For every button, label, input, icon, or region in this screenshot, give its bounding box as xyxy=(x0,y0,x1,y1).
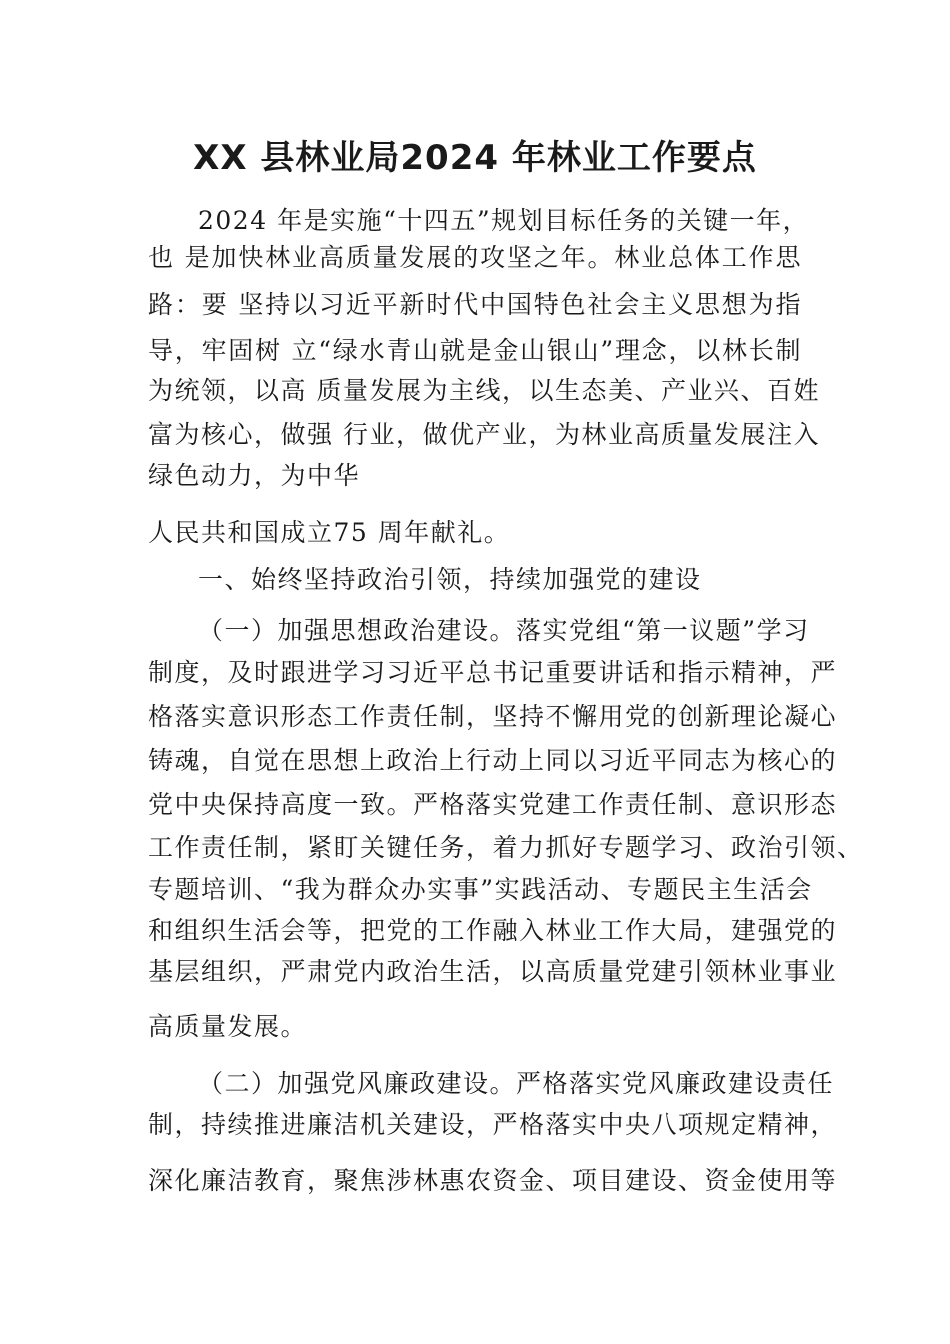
paragraph-line: 富为核心，做强 行业，做优产业，为林业高质量发展注入 xyxy=(148,420,820,449)
paragraph-line: 也 是加快林业高质量发展的攻坚之年。林业总体工作思 xyxy=(148,243,802,272)
paragraph-line: （二）加强党风廉政建设。严格落实党风廉政建设责任 xyxy=(198,1069,835,1098)
paragraph-line: 导，牢固树 立“绿水青山就是金山银山”理念，以林长制 xyxy=(148,336,802,365)
paragraph-line: 格落实意识形态工作责任制，坚持不懈用党的创新理论凝心 xyxy=(148,702,838,731)
paragraph-line: 为统领，以高 质量发展为主线，以生态美、产业兴、百姓 xyxy=(148,376,820,405)
paragraph-line: 人民共和国成立75 周年献礼。 xyxy=(148,518,511,547)
paragraph-line: 绿色动力，为中华 xyxy=(148,461,361,490)
paragraph-line: 专题培训、“我为群众办实事”实践活动、专题民主生活会 xyxy=(148,875,813,904)
paragraph-line: （一）加强思想政治建设。落实党组“第一议题”学习 xyxy=(198,616,810,645)
paragraph-line: 2024 年是实施“十四五”规划目标任务的关键一年， xyxy=(198,206,810,235)
paragraph-line: 党中央保持高度一致。严格落实党建工作责任制、意识形态 xyxy=(148,790,838,819)
section-heading: 一、始终坚持政治引领，持续加强党的建设 xyxy=(198,565,702,594)
paragraph-line: 铸魂，自觉在思想上政治上行动上同以习近平同志为核心的 xyxy=(148,746,838,775)
paragraph-line: 深化廉洁教育，聚焦涉林惠农资金、项目建设、资金使用等 xyxy=(148,1166,838,1195)
paragraph-line: 制，持续推进廉洁机关建设，严格落实中央八项规定精神， xyxy=(148,1110,838,1139)
paragraph-line: 基层组织，严肃党内政治生活，以高质量党建引领林业事业 xyxy=(148,957,838,986)
document-title: XX 县林业局2024 年林业工作要点 xyxy=(193,138,757,178)
paragraph-line: 制度，及时跟进学习习近平总书记重要讲话和指示精神，严 xyxy=(148,658,838,687)
paragraph-line: 工作责任制，紧盯关键任务，着力抓好专题学习、政治引领、 xyxy=(148,833,864,862)
paragraph-line: 和组织生活会等，把党的工作融入林业工作大局，建强党的 xyxy=(148,916,838,945)
paragraph-line: 路：要 坚持以习近平新时代中国特色社会主义思想为指 xyxy=(148,290,802,319)
paragraph-line: 高质量发展。 xyxy=(148,1012,308,1041)
